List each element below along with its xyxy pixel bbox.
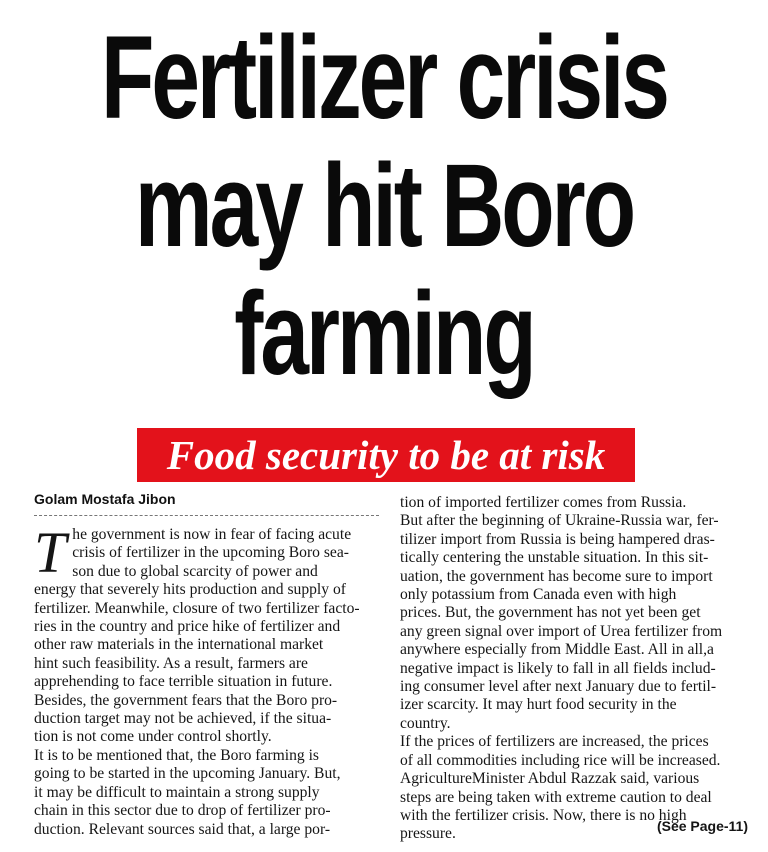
text-line: uation, the government has become sure to import	[400, 567, 713, 585]
text-line: But after the beginning of Ukraine-Russia war, fer-	[400, 512, 719, 530]
text-line: If the prices of fertilizers are increased, the prices	[400, 733, 709, 751]
text-line: other raw materials in the international market	[34, 636, 324, 654]
text-line: crisis of fertilizer in the upcoming Boro sea-	[72, 544, 349, 562]
dropcap: T	[34, 520, 67, 585]
text-line: only potassium from Canada even with high	[400, 586, 677, 604]
headline-line-2: may hit Boro	[134, 140, 634, 272]
text-line: AgricultureMinister Abdul Razzak said, various	[400, 770, 700, 788]
text-line: chain in this sector due to drop of fertilizer pro-	[34, 802, 331, 820]
text-line: tically centering the unstable situation. In this sit-	[400, 549, 709, 567]
text-line: country.	[400, 714, 451, 732]
kicker-banner: Food security to be at risk	[137, 428, 635, 482]
text-line: izer scarcity. It may hurt food security in the	[400, 696, 677, 714]
article-column-right	[400, 494, 752, 844]
headline	[100, 14, 668, 398]
text-line: duction target may not be achieved, if the situa-	[34, 710, 332, 728]
text-line: steps are being taken with extreme caution to deal	[400, 788, 712, 806]
text-line: negative impact is likely to fall in all fields includ-	[400, 659, 716, 677]
byline: Golam Mostafa Jibon	[34, 491, 176, 507]
text-line: pressure.	[400, 825, 456, 843]
headline-line-1: Fertilizer crisis	[100, 12, 668, 144]
text-line: tion is not come under control shortly.	[34, 728, 272, 746]
text-line: fertilizer. Meanwhile, closure of two fertilizer facto-	[34, 599, 360, 617]
article-column-left	[34, 520, 381, 839]
text-line: It is to be mentioned that, the Boro farming is	[34, 746, 319, 764]
byline-divider	[34, 515, 379, 516]
text-line: going to be started in the upcoming January. But,	[34, 765, 341, 783]
text-line: it may be difficult to maintain a strong supply	[34, 783, 320, 801]
text-line: son due to global scarcity of power and	[72, 562, 318, 580]
text-line: hint such feasibility. As a result, farmers are	[34, 654, 308, 672]
right-column-text	[400, 494, 752, 844]
text-line: Besides, the government fears that the Boro pro-	[34, 691, 338, 709]
headline-line-3: farming	[234, 268, 534, 400]
text-line: prices. But, the government has not yet been get	[400, 604, 701, 622]
text-line: anywhere especially from Middle East. All in all,a	[400, 641, 714, 659]
text-line: apprehending to face terrible situation in future.	[34, 673, 333, 691]
left-column-text	[34, 520, 381, 839]
text-line: tion of imported fertilizer comes from Russia.	[400, 494, 687, 511]
text-line: tilizer import from Russia is being hampered dras-	[400, 530, 715, 548]
text-line: ries in the country and price hike of fertilizer and	[34, 618, 341, 636]
continuation-link[interactable]: (See Page-11)	[656, 818, 748, 834]
text-line: ing consumer level after next January due to fertil-	[400, 678, 717, 696]
text-line: energy that severely hits production and supply of	[34, 581, 346, 599]
text-line: with the fertilizer crisis. Now, there is no high	[400, 806, 687, 824]
text-line: of all commodities including rice will be increased.	[400, 751, 721, 769]
text-line: he government is now in fear of facing acute	[72, 526, 352, 543]
text-line: duction. Relevant sources said that, a large por-	[34, 820, 331, 838]
text-line: any green signal over import of Urea fertilizer from	[400, 622, 723, 640]
